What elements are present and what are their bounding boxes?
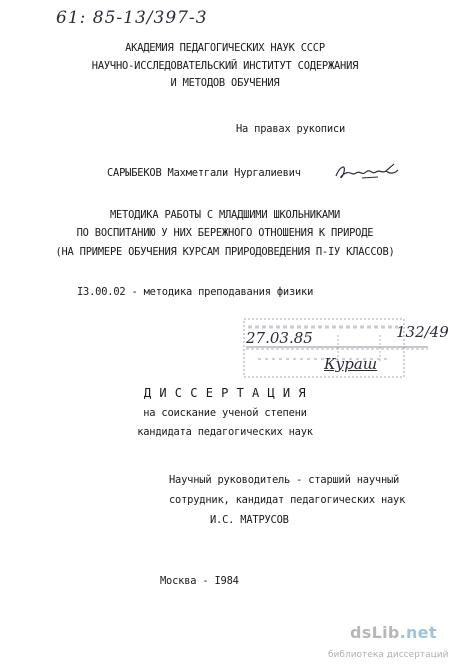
dissertation-degree-line-2: кандидата педагогических наук <box>137 426 313 438</box>
title-line-2: ПО ВОСПИТАНИЮ У НИХ БЕРЕЖНОГО ОТНОШЕНИЯ К ПРИРОДЕ <box>76 227 374 239</box>
supervisor-line-2: сотрудник, кандидат педагогических наук <box>169 494 406 506</box>
stamp-number: 132/49 <box>396 323 449 341</box>
stamp-date: 27.03.85 <box>246 329 313 347</box>
handwritten-catalog-number: 61: 85-13/397-3 <box>56 8 208 28</box>
title-line-1: МЕТОДИКА РАБОТЫ С МЛАДШИМИ ШКОЛЬНИКАМИ <box>109 209 341 221</box>
title-line-3: (НА ПРИМЕРЕ ОБУЧЕНИЯ КУРСАМ ПРИРОДОВЕДЕНИЯ П-IУ КЛАССОВ) <box>55 246 395 258</box>
watermark-logo-text: dsLib <box>350 623 400 642</box>
author-name: САРЫБЕКОВ Махметгали Нургалиевич <box>107 167 301 179</box>
city-year: Москва - I984 <box>160 575 239 587</box>
dissertation-degree-line-1: на соискание ученой степени <box>143 407 307 419</box>
dissertation-heading: Д И С С Е Р Т А Ц И Я <box>143 386 307 400</box>
dslib-watermark <box>328 620 450 671</box>
watermark-logo-tld: .net <box>399 623 437 642</box>
supervisor-line-1: Научный руководитель - старший научный <box>169 474 400 486</box>
watermark-caption: библиотека диссертаций <box>328 650 449 660</box>
institution-line-1: АКАДЕМИЯ ПЕДАГОГИЧЕСКИХ НАУК СССР <box>125 42 325 54</box>
watermark-logo <box>350 623 437 642</box>
institution-line-2: НАУЧНО-ИССЛЕДОВАТЕЛЬСКИЙ ИНСТИТУТ СОДЕРЖАНИЯ <box>91 60 359 72</box>
institution-line-3: И МЕТОДОВ ОБУЧЕНИЯ <box>170 77 280 89</box>
manuscript-rights: На правах рукописи <box>236 123 346 135</box>
library-stamp <box>238 315 448 385</box>
stamp-signature: Кураш <box>324 355 378 373</box>
supervisor-name: И.С. МАТРУСОВ <box>210 514 289 526</box>
specialty-code: I3.00.02 - методика преподавания физики <box>77 286 314 298</box>
author-signature <box>332 158 402 186</box>
